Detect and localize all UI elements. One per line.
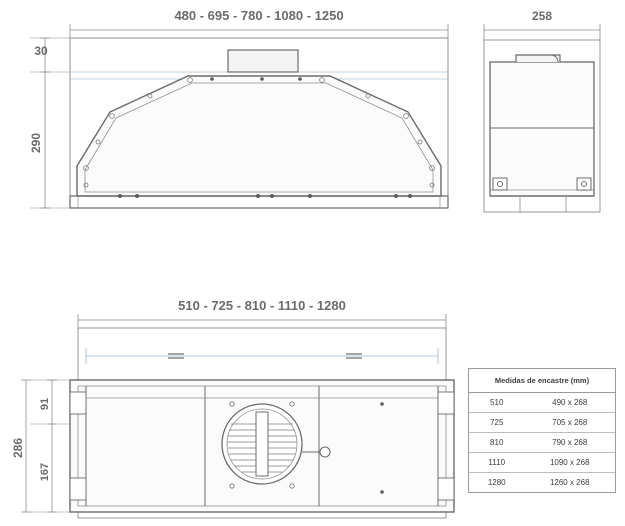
table-cell-model: 1280 [469,473,524,493]
table-row [469,433,615,453]
height-91-label: 91 [39,397,51,411]
table-cell-size: 1260 x 268 [524,473,615,493]
height-286-label: 286 [11,437,25,459]
table-cell-size: 705 x 268 [524,413,615,433]
plan-view-group [21,314,454,518]
side-chimney [516,55,560,62]
canopy-outline [77,76,441,196]
corner-tab-tl [70,392,86,414]
corner-tab-bl [70,478,86,500]
encastre-measures-table [468,368,616,493]
side-body [490,62,594,196]
chimney-box [228,50,298,72]
table-body [469,393,615,493]
table-cell-size: 790 x 268 [524,433,615,453]
table-cell-size: 1090 x 268 [524,453,615,473]
bottom-width-label: 510 - 725 - 810 - 1110 - 1280 [178,298,346,313]
table-row [469,393,615,413]
table-header: Medidas de encastre (mm) [469,369,615,393]
top-width-label: 480 - 695 - 780 - 1080 - 1250 [174,8,344,23]
side-view-group [484,24,600,212]
height-30-label: 30 [34,44,48,58]
table-row [469,453,615,473]
corner-tab-tr [438,392,454,414]
fan-hub [256,412,268,476]
table-cell-size: 490 x 268 [552,398,588,407]
height-167-label: 167 [39,462,51,482]
table-row [469,473,615,493]
corner-tab-br [438,478,454,500]
front-view-group [30,24,448,208]
table-cell-model: 1110 [469,453,524,473]
table-cell-model: 725 [469,413,524,433]
side-width-label: 258 [531,9,553,23]
table-cell-model: 510 [490,398,504,407]
height-290-label: 290 [29,132,43,154]
table-row [469,413,615,433]
table-cell-model: 810 [469,433,524,453]
nozzle-knob [320,447,330,457]
